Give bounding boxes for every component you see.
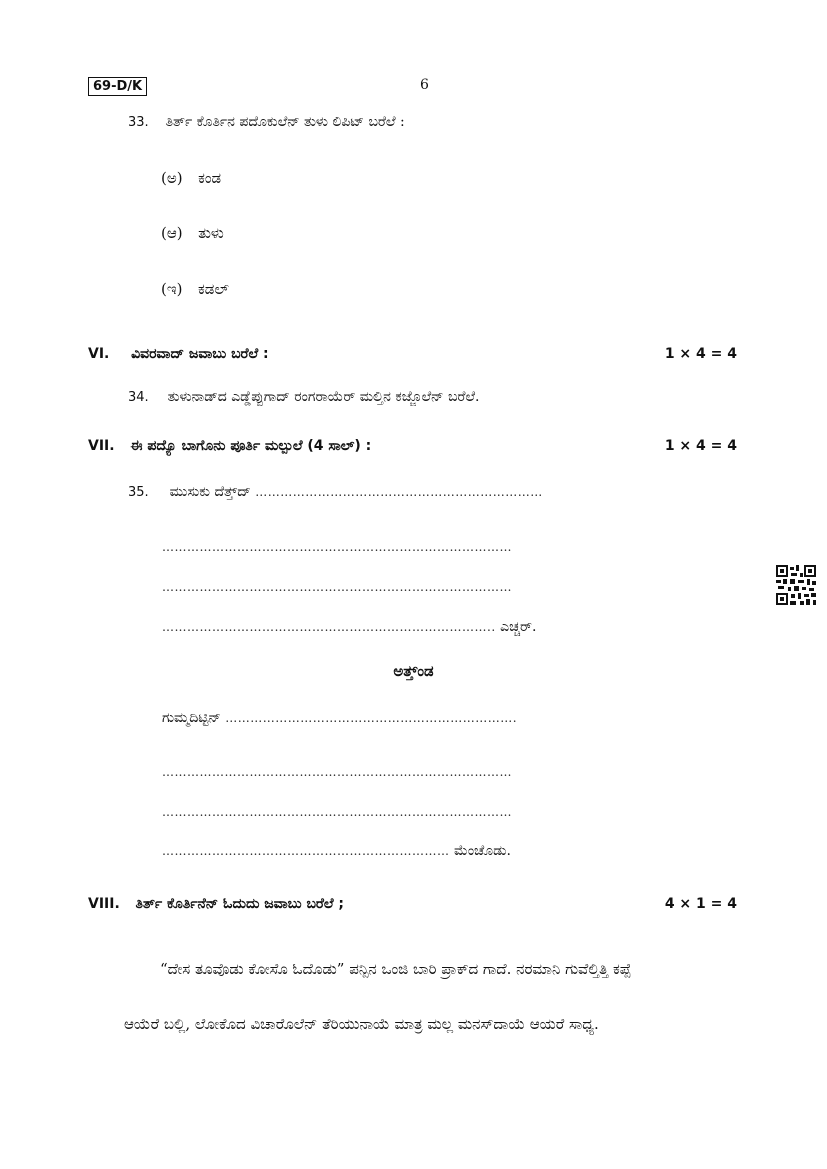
poem-line-start: ಮುಸುಕು ದೆತ್ತ್‌ದ್ bbox=[169, 484, 251, 500]
fill-blank-line: ………………………………………………………………………… bbox=[162, 540, 512, 554]
poem-1-last-line bbox=[162, 619, 536, 635]
option-a bbox=[161, 169, 221, 187]
option-word: ಕಡಲ್ bbox=[198, 280, 229, 298]
paper-code-box: 69-D/K bbox=[88, 77, 147, 96]
section-8-heading bbox=[88, 896, 344, 912]
passage-line-1: “ದೇಸ ತೂವೊಡು ಕೋಸೊ ಓದೊಡು” ಪನ್ಪಿನ ಒಂಜಿ ಬಾರಿ ಪ್ರಾಕ್‌ದ ಗಾದೆ. ನರಮಾನಿ ಗುವೆಲ್ತಿತ್ತಿ ಕಪ್ಪೆ bbox=[160, 960, 632, 978]
question-number: 33. bbox=[128, 115, 149, 130]
passage-line-2: ಆಯೆರೆ ಬಲ್ಲಿ, ಲೋಕೊದ ವಿಚಾರೊಲೆನ್ ತೆರಿಯುನಾಯೆ ಮಾತ್ರ ಮಲ್ಲ ಮನಸ್‌ದಾಯೆ ಆಯರೆ ಸಾಧ್ಯ. bbox=[124, 1015, 599, 1033]
section-title: ತಿರ್ತ್ ಕೊರ್ತಿನೆನ್ ಓದುದು ಜವಾಬು ಬರೆಲೆ ; bbox=[135, 896, 344, 912]
option-marker: (ಆ) bbox=[161, 224, 183, 242]
question-33 bbox=[128, 114, 405, 130]
poem-line-end: ಎಚ್ಚರ್. bbox=[500, 619, 537, 635]
poem-line-end: ಮೆಂಚೊಡು. bbox=[453, 843, 511, 859]
fill-blank-line: ………………………………………………………………………… bbox=[162, 805, 512, 819]
poem-2-last-line bbox=[162, 843, 511, 859]
option-i bbox=[161, 280, 229, 298]
question-text: ತುಳುನಾಡ್‌ದ ಎಡ್ಡೆಪ್ಪುಗಾದ್ ರಂಗರಾಯೆರ್ ಮಲ್ತಿನ ಕಜ್ಜೊಲೆನ್ ಬರೆಲೆ. bbox=[167, 389, 480, 405]
section-title: ಈ ಪದ್ಯೊ ಬಾಗೊನು ಪೂರ್ತಿ ಮಲ್ಪುಲೆ (4 ಸಾಲ್) : bbox=[130, 438, 372, 454]
poem-line-start: ಗುಮ್ಮದಿಟ್ಟಿನ್ bbox=[162, 710, 221, 726]
question-35 bbox=[128, 484, 543, 500]
section-6-marks: 1 × 4 = 4 bbox=[664, 346, 737, 362]
section-numeral: VIII. bbox=[88, 896, 120, 912]
section-numeral: VI. bbox=[88, 346, 110, 362]
option-marker: (ಇ) bbox=[161, 280, 183, 298]
question-number: 34. bbox=[128, 390, 149, 405]
fill-blank: ……………………………………………………………. bbox=[225, 711, 518, 725]
question-34 bbox=[128, 389, 479, 405]
question-text: ತಿರ್ತ್ ಕೊರ್ತಿನ ಪದೊಕುಲೆನ್ ತುಳು ಲಿಪಿಟ್ ಬರೆಲೆ : bbox=[165, 114, 405, 130]
fill-blank: …………………………………………………………… bbox=[255, 485, 543, 499]
section-7-marks: 1 × 4 = 4 bbox=[664, 438, 737, 454]
section-8-marks: 4 × 1 = 4 bbox=[664, 896, 737, 912]
poem-2-first-line bbox=[162, 710, 517, 726]
fill-blank-line: ………………………………………………………………………… bbox=[162, 765, 512, 779]
page-number: 6 bbox=[420, 77, 429, 93]
section-7-heading bbox=[88, 438, 371, 454]
option-marker: (ಅ) bbox=[161, 169, 183, 187]
fill-blank: …………………………………………………………………….. bbox=[162, 620, 496, 634]
option-aa bbox=[161, 224, 224, 242]
option-word: ಕಂಡ bbox=[198, 169, 222, 187]
fill-blank: …………………………………………………………… bbox=[162, 844, 450, 858]
option-word: ತುಳು bbox=[198, 224, 224, 242]
section-6-heading bbox=[88, 346, 269, 362]
or-label: ಅತ್ತ್‌ಂಡ bbox=[393, 662, 434, 680]
question-number: 35. bbox=[128, 485, 149, 500]
section-title: ವಿವರವಾದ್ ಜವಾಬು ಬರೆಲೆ : bbox=[131, 346, 269, 362]
fill-blank-line: ………………………………………………………………………… bbox=[162, 580, 512, 594]
section-numeral: VII. bbox=[88, 438, 115, 454]
qr-code-icon bbox=[776, 565, 816, 605]
